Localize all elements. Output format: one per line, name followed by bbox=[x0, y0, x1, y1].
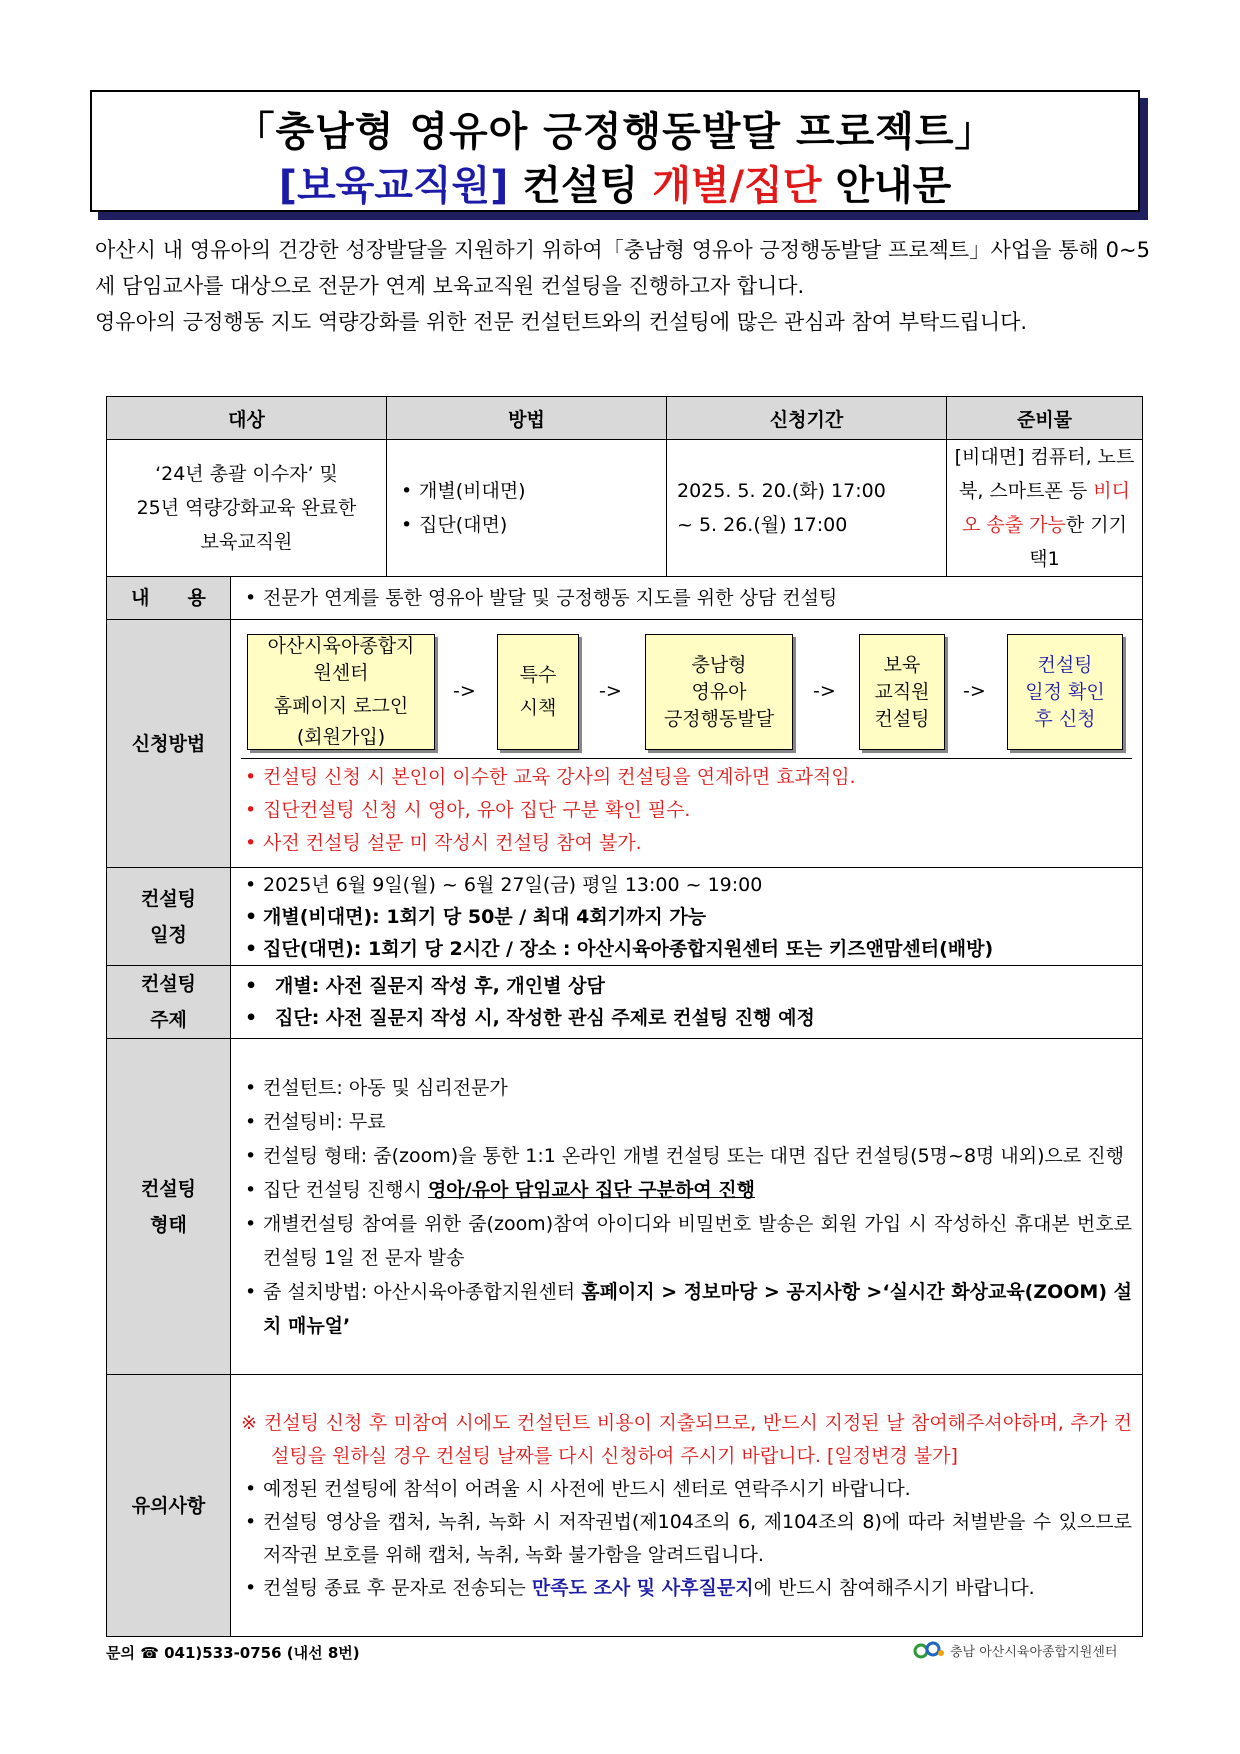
label-line: 주제 bbox=[150, 1009, 187, 1031]
flow-text: 충남형 bbox=[691, 653, 747, 676]
label-line: 컨설팅 bbox=[140, 973, 197, 995]
title-staff: [보육교직원] bbox=[278, 163, 509, 209]
title-line1: 「충남형 영유아 긍정행동발달 프로젝트」 bbox=[234, 109, 996, 155]
flow-text: 컨설팅 bbox=[874, 707, 930, 730]
flow-step-project bbox=[645, 634, 793, 750]
flow-step-apply bbox=[1007, 634, 1123, 750]
flow-text: 시책 bbox=[519, 697, 557, 719]
flow-arrow: -> bbox=[963, 680, 986, 702]
topic-cell bbox=[231, 966, 1143, 1039]
flow-step-staff bbox=[859, 634, 945, 750]
title-type: 개별/집단 bbox=[652, 163, 822, 209]
flow-text: 아산시육아종합지 bbox=[267, 635, 415, 657]
form-label bbox=[107, 1039, 231, 1375]
apply-note: • 컨설팅 신청 시 본인이 이수한 교육 강사의 컨설팅을 연계하면 효과적임. bbox=[241, 761, 1132, 794]
schedule-item: • 2025년 6월 9일(월) ~ 6월 27일(금) 평일 13:00 ~ 19:00 bbox=[241, 869, 1132, 901]
schedule-item: • 개별(비대면): 1회기 당 50분 / 최대 4회기까지 가능 bbox=[241, 901, 1132, 933]
footer-org bbox=[912, 1640, 1117, 1660]
flow-text: 원센터 bbox=[313, 662, 369, 684]
flow-arrow: -> bbox=[453, 680, 476, 702]
prep-text-after: 한 기기 택1 bbox=[1029, 514, 1127, 570]
info-table bbox=[106, 396, 1143, 1637]
content-label: 내 용 bbox=[107, 577, 231, 620]
flow-text: (회원가입) bbox=[296, 726, 386, 748]
flow-text: 일정 확인 bbox=[1025, 680, 1105, 703]
title-notice: 안내문 bbox=[821, 163, 952, 209]
header-period: 신청기간 bbox=[667, 397, 947, 440]
apply-label: 신청방법 bbox=[107, 620, 231, 868]
apply-notes bbox=[241, 758, 1132, 860]
caution-survey: 만족도 조사 및 사후질문지 bbox=[531, 1576, 754, 1599]
caution-warning: ※ 컨설팅 신청 후 미참여 시에도 컨설턴트 비용이 지출되므로, 반드시 지정된 날 참여해주셔야하며, 추가 컨설팅을 원하실 경우 컨설팅 날짜를 다시 신청하여 주시기 바랍니다. [일정변경 불가] bbox=[241, 1411, 1132, 1467]
header-method: 방법 bbox=[387, 397, 667, 440]
title-box bbox=[90, 90, 1140, 212]
org-name: 충남 아산시육아종합지원센터 bbox=[950, 1644, 1118, 1660]
method-item: • 개별(비대면) bbox=[397, 474, 656, 508]
target-line: 25년 역량강화교육 완료한 bbox=[136, 497, 357, 519]
caution-item: • 컨설팅 영상을 캡처, 녹취, 녹화 시 저작권법(제104조의 6, 제104조의 8)에 따라 처벌받을 수 있으므로 저작권 보호를 위해 캡처, 녹취, 녹화 불가함을 알려드립니다. bbox=[241, 1506, 1132, 1572]
apply-note: • 집단컨설팅 신청 시 영아, 유아 집단 구분 확인 필수. bbox=[241, 794, 1132, 827]
caution-text: 컨설팅 종료 후 문자로 전송되는 bbox=[263, 1576, 532, 1599]
caution-cell bbox=[231, 1375, 1143, 1637]
flow-text: 특수 bbox=[519, 664, 557, 686]
title-consulting: 컨설팅 bbox=[508, 163, 653, 209]
apply-cell bbox=[231, 620, 1143, 868]
period-end: ~ 5. 26.(월) 17:00 bbox=[677, 514, 848, 536]
intro-text bbox=[95, 232, 1150, 340]
form-item bbox=[241, 1173, 1132, 1207]
intro-paragraph-1: 아산시 내 영유아의 건강한 성장발달을 지원하기 위하여「충남형 영유아 긍정행동발달 프로젝트」사업을 통해 0~5세 담임교사를 대상으로 전문가 연계 보육교직원 컨설팅을 진행하고자 합니다. bbox=[95, 238, 1150, 298]
apply-flow bbox=[231, 620, 1142, 758]
label-line: 컨설팅 bbox=[140, 1177, 197, 1200]
form-item bbox=[241, 1275, 1132, 1343]
flow-text: 홈페이지 로그인 bbox=[273, 695, 409, 717]
period-start: 2025. 5. 20.(화) 17:00 bbox=[677, 480, 886, 502]
header-target: 대상 bbox=[107, 397, 387, 440]
prep-video: 비디오 송출 가능 bbox=[962, 480, 1130, 536]
flow-text: 후 신청 bbox=[1034, 707, 1096, 730]
prep-cell bbox=[947, 440, 1143, 577]
form-item: • 컨설팅비: 무료 bbox=[241, 1105, 1132, 1139]
flow-arrow: -> bbox=[813, 680, 836, 702]
schedule-cell bbox=[231, 868, 1143, 966]
label-line: 형태 bbox=[150, 1213, 187, 1236]
method-item: • 집단(대면) bbox=[397, 508, 656, 542]
caution-item: • 예정된 컨설팅에 참석이 어려울 시 사전에 반드시 센터로 연락주시기 바랍니다. bbox=[241, 1473, 1132, 1506]
apply-note: • 사전 컨설팅 설문 미 작성시 컨설팅 참여 불가. bbox=[241, 827, 1132, 860]
target-line: 보육교직원 bbox=[200, 531, 293, 553]
form-text: 줌 설치방법: 아산시육아종합지원센터 bbox=[263, 1280, 582, 1303]
flow-text: 영유아 bbox=[691, 680, 747, 703]
flow-arrow: -> bbox=[599, 680, 622, 702]
target-line: ‘24년 총괄 이수자’ 및 bbox=[155, 463, 338, 485]
method-cell bbox=[387, 440, 667, 577]
caution-text: 에 반드시 참여해주시기 바랍니다. bbox=[753, 1576, 1035, 1599]
form-cell bbox=[231, 1039, 1143, 1375]
period-cell bbox=[667, 440, 947, 577]
flow-text: 긍정행동발달 bbox=[663, 707, 775, 730]
schedule-label bbox=[107, 868, 231, 966]
title-line2 bbox=[92, 154, 1138, 211]
topic-item: • 개별: 사전 질문지 작성 후, 개인별 상담 bbox=[241, 970, 1132, 1002]
form-item: • 컨설턴트: 아동 및 심리전문가 bbox=[241, 1071, 1132, 1105]
center-logo-icon bbox=[912, 1640, 946, 1660]
topic-label bbox=[107, 966, 231, 1039]
label-line: 일정 bbox=[150, 923, 187, 946]
content-item: • 전문가 연계를 통한 영유아 발달 및 긍정행동 지도를 위한 상담 컨설팅 bbox=[241, 581, 1132, 615]
contact-info: 문의 ☎ 041)533-0756 (내선 8번) bbox=[106, 1644, 360, 1662]
content-cell bbox=[231, 577, 1143, 620]
label-line: 컨설팅 bbox=[140, 887, 197, 910]
target-cell bbox=[107, 440, 387, 577]
flow-step-login bbox=[247, 634, 435, 750]
prep-text: [비대면] 컴퓨터, 노트북, 스마트폰 등 bbox=[954, 446, 1135, 502]
flow-text: 컨설팅 bbox=[1037, 653, 1093, 676]
intro-paragraph-2: 영유아의 긍정행동 지도 역량강화를 위한 전문 컨설턴트와의 컨설팅에 많은 관심과 참여 부탁드립니다. bbox=[95, 310, 1028, 334]
header-prep: 준비물 bbox=[947, 397, 1143, 440]
flow-text: 교직원 bbox=[874, 680, 930, 703]
caution-item bbox=[241, 1572, 1132, 1605]
form-item: • 개별컨설팅 참여를 위한 줌(zoom)참여 아이디와 비밀번호 발송은 회원 가입 시 작성하신 휴대본 번호로 컨설팅 1일 전 문자 발송 bbox=[241, 1207, 1132, 1275]
flow-text: 보육 bbox=[883, 653, 921, 676]
form-text: 집단 컨설팅 진행시 bbox=[263, 1178, 428, 1201]
caution-label: 유의사항 bbox=[107, 1375, 231, 1637]
form-item: • 컨설팅 형태: 줌(zoom)을 통한 1:1 온라인 개별 컨설팅 또는 대면 집단 컨설팅(5명~8명 내외)으로 진행 bbox=[241, 1139, 1132, 1173]
flow-step-special bbox=[497, 634, 579, 750]
form-emphasis: 홈페이지 > 정보마당 > 공지사항 >‘실시간 화상교육(ZOOM) 설치 매뉴얼’ bbox=[263, 1280, 1133, 1337]
topic-item: • 집단: 사전 질문지 작성 시, 작성한 관심 주제로 컨설팅 진행 예정 bbox=[241, 1002, 1132, 1034]
schedule-item: • 집단(대면): 1회기 당 2시간 / 장소 : 아산시육아종합지원센터 또는 키즈앤맘센터(배방) bbox=[241, 933, 1132, 965]
form-emphasis: 영아/유아 담임교사 집단 구분하여 진행 bbox=[427, 1178, 756, 1201]
